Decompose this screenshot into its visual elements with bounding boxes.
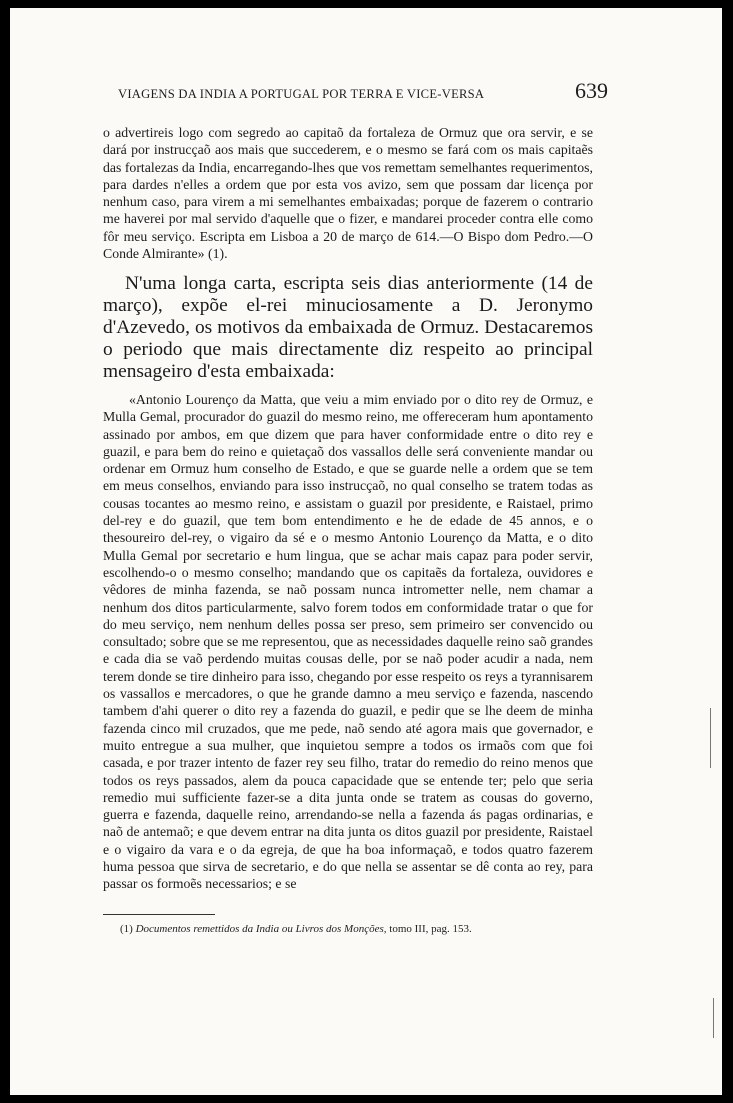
footnote (120, 922, 590, 936)
quote-continuation: o advertireis logo com segredo ao capitaõ da fortaleza de Ormuz que ora servir, e se dará por instrucçaõ aos mais que succederem, e o mesmo se fará com os mais capitaẽs das fortalezas da India, encarregando-lhes que vos remettam semelhantes requerimentos, para dardes n'elles a ordem que por esta vos avizo, sem que possam dar licença por nenhum caso, para virem a mi semelhantes embaixadas; porque de fazerem o contrario me haverei por mal servido d'aquelle que o fizer, e mandarei proceder contra elle como fôr meu serviço. Escripta em Lisboa a 20 de março de 614.—O Bispo dom Pedro.—O Conde Almirante» (1). (103, 125, 593, 262)
footnote-marker: (1) (120, 923, 133, 935)
margin-mark (710, 708, 711, 768)
book-page (10, 8, 722, 1095)
running-head (118, 80, 608, 102)
body-paragraph: N'uma longa carta, escripta seis dias anteriormente (14 de março), expõe el-rei minuciosamente a D. Jeronymo d'Azevedo, os motivos da embaixada de Ormuz. Destacaremos o periodo que mais directamente diz respeito ao principal mensageiro d'esta embaixada: (103, 273, 593, 382)
footnote-rule (103, 914, 215, 915)
page-number: 639 (575, 78, 608, 103)
footnote-reference: tomo III, pag. 153. (389, 923, 472, 935)
footnote-title: Documentos remettidos da India ou Livros dos Monções, (135, 923, 387, 935)
running-title: VIAGENS DA INDIA A PORTUGAL POR TERRA E VICE-VERSA (118, 87, 485, 101)
margin-mark (713, 998, 714, 1038)
quoted-letter: «Antonio Lourenço da Matta, que veiu a mim enviado por o dito rey de Ormuz, e Mulla Gemal, procurador do guazil do mesmo reino, me offereceram hum apontamento assinado por ambos, em que dizem que para haver conformidade entre o dito rey e guazil, e para bem do reino e quietaçaõ dos vassallos delle será conveniente mandar ou ordenar em Ormuz hum conselho de Estado, e que se guarde nelle a ordem que se tem em meus conselhos, enviando para isso instrucçaõ, no qual conselho se tratem todas as cousas tocantes ao mesmo reino, e assistam o guazil por presidente, e Raistael, primo del-rey e do guazil, que tem bom entendimento e he de edade de 45 annos, e o thesoureiro del-rey, o vigairo da sé e o mesmo Antonio Lourenço da Matta, e o dito Mulla Gemal por secretario e hum lingua, que se achar mais capaz para poder servir, escolhendo-o o mesmo conselho; mandando que os capitaẽs da fortaleza, ouvidores e vêdores de minha fazenda, se naõ possam nunca intrometter nelle, nem chamar a nenhum dos ditos particularmente, salvo forem todos em conformidade tratar o que for do meu serviço, nem nenhum delles possa ser preso, sem primeiro ser convencido ou consultado; sobre que se me representou, que as necessidades daquelle reino saõ grandes e cada dia se vaõ perdendo muitas cousas delle, por se naõ poder acudir a nada, nem terem donde se tire dinheiro para isso, chegando por esse respeito os reys a tyrannisarem os vassallos e mercadores, o que he grande damno a meu serviço e fazenda, nascendo tambem d'ahi querer o dito rey a fazenda do guazil, e pedir que se lhe deem de minha fazenda cinco mil cruzados, que me pede, naõ sendo até agora mais que governador, e muito entregue a sua mulher, que inquietou sempre a todos os irmaõs com que foi casada, e por trazer intento de fazer rey seu filho, tratar do remedio do reino menos que todos os reys passados, alem da pouca capacidade que se entende ter; pelo que seria remedio mui sufficiente fazer-se a dita junta onde se tratem as cousas do governo, guerra e fazenda, daquelle reino, arrendando-se nella a fazenda ás pagas ordinarias, e naõ de antemaõ; e que devem entrar na dita junta os ditos guazil por presidente, Raistael e o vigairo da vara e o da egreja, de que ha boa informaçaõ, e todos quatro fazerem huma pessoa que sirva de secretario, e do que nella se assentar se dê conta ao rey, para passar os formoẽs necessarios; e se (103, 392, 594, 892)
